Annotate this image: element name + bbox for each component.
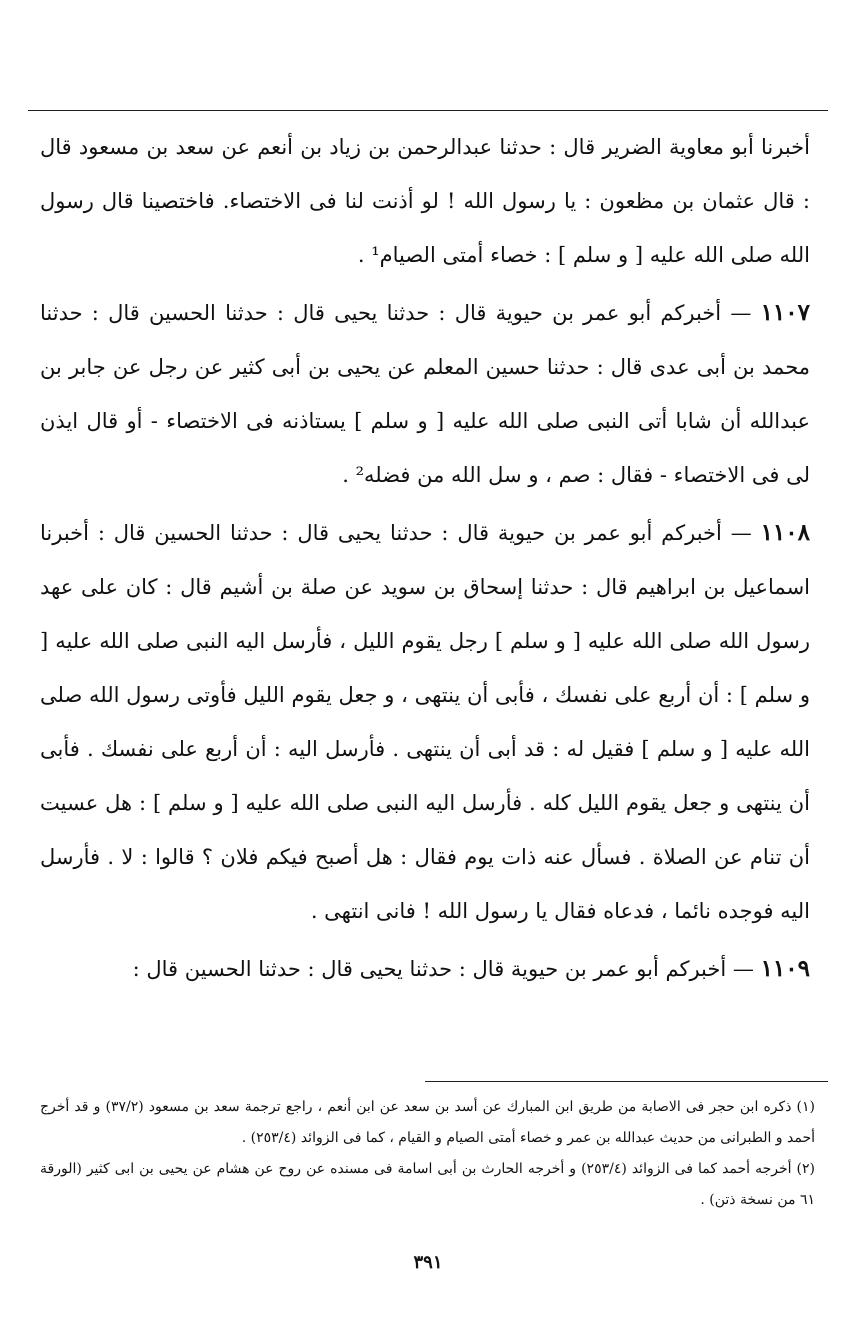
paragraph-text: — أخبركم أبو عمر بن حيوية قال : حدثنا يحيى قال : حدثنا الحسين قال : حدثنا محمد بن أبى عدى قال : حدثنا حسين المعلم عن يحيى بن أبى كثير عن رجل عن جابر بن عبدالله أن شابا أتى النبى صلى الله عليه [ و سلم ] يستاذنه فى الاختصاء - أو قال ايذن لى فى الاختصاء - فقال : صم ، و سل الله من فضله² . [40, 301, 810, 487]
paragraph [40, 120, 810, 282]
hadith-number: ١١٠٩ [760, 955, 810, 982]
footnote-rule [425, 1081, 828, 1082]
top-rule [28, 110, 828, 111]
main-text [40, 120, 810, 996]
paragraph [40, 286, 810, 502]
page-number: ٣٩١ [413, 1252, 443, 1273]
paragraph-text: أخبرنا أبو معاوية الضرير قال : حدثنا عبدالرحمن بن زياد بن أنعم عن سعد بن مسعود قال : قال عثمان بن مظعون : يا رسول الله ! لو أذنت لنا فى الاختصاء. فاختصينا قال رسول الله صلى الله عليه [ و سلم ] : خصاء أمتى الصيام¹ . [40, 135, 810, 267]
paragraph-text: — أخبركم أبو عمر بن حيوية قال : حدثنا يحيى قال : حدثنا الحسين قال : أخبرنا اسماعيل بن ابراهيم قال : حدثنا إسحاق بن سويد عن صلة بن أشيم قال : كان على عهد رسول الله صلى الله عليه [ و سلم ] رجل يقوم الليل ، فأرسل اليه النبى صلى الله عليه [ و سلم ] : أن أربع على نفسك ، فأبى أن ينتهى ، و جعل يقوم الليل فأوتى رسول الله صلى الله عليه [ و سلم ] فقيل له : قد أبى أن ينتهى . فأرسل اليه : أن أربع على نفسك . فأبى أن ينتهى و جعل يقوم الليل كله . فأرسل اليه النبى صلى الله عليه [ و سلم ] : هل عسيت أن تنام عن الصلاة . فسأل عنه ذات يوم فقال : هل أصبح فيكم فلان ؟ قالوا : لا . فأرسل اليه فوجده نائما ، فدعاه فقال يا رسول الله ! فانى انتهى . [40, 521, 810, 923]
paragraph-text: — أخبركم أبو عمر بن حيوية قال : حدثنا يحيى قال : حدثنا الحسين قال : [132, 957, 754, 981]
footnote: (١) ذكره ابن حجر فى الاصابة من طريق ابن المبارك عن أسد بن سعد عن ابن أنعم ، راجع ترجمة سعد بن مسعود (٣٧/٢) و قد أخرج أحمد و الطبرانى من حديث عبدالله بن عمر و خصاء أمتى الصيام و القيام ، كما فى الزوائد (٢٥٣/٤) . [40, 1099, 816, 1146]
hadith-number: ١١٠٧ [760, 299, 810, 326]
footnotes [40, 1092, 815, 1216]
hadith-number: ١١٠٨ [760, 519, 810, 546]
paragraph [40, 942, 810, 996]
paragraph [40, 506, 810, 938]
footnote: (٢) أخرجه أحمد كما فى الزوائد (٢٥٣/٤) و أخرجه الحارث بن أبى اسامة فى مسنده عن روح عن هشام عن يحيى بن ابى كثير (الورقة ٦١ من نسخة ذتن) . [40, 1161, 815, 1208]
